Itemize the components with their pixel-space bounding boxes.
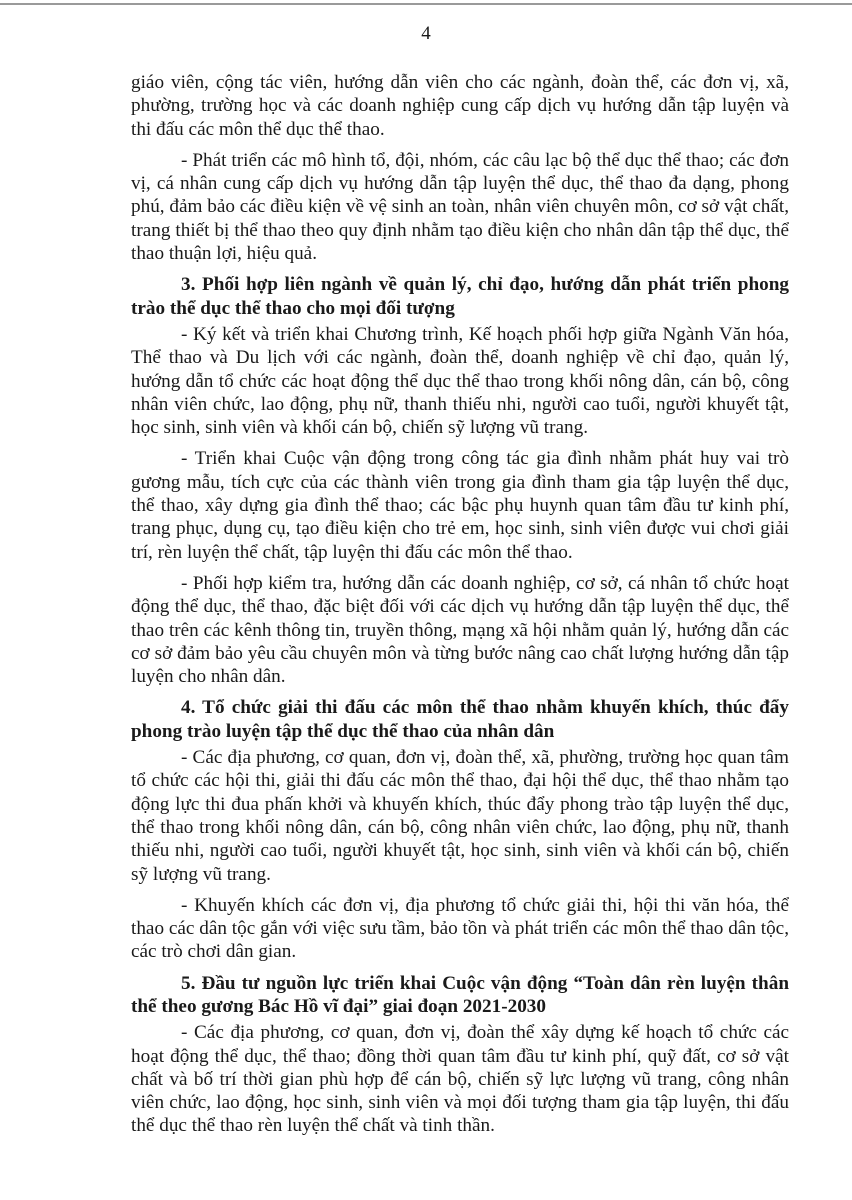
document-body [131, 71, 789, 1146]
paragraph: - Phát triển các mô hình tổ, đội, nhóm, các câu lạc bộ thể dục thể thao; các đơn vị, cá nhân cung cấp dịch vụ hướng dẫn tập luyện thể dục, thể thao đa dạng, phong phú, đảm bảo các điều kiện về vệ sinh an toàn, nhân viên chuyên môn, cơ sở vật chất, trang thiết bị thể thao theo quy định nhằm tạo điều kiện cho nhân dân tập thể dục, thể thao thuận lợi, hiệu quả. [131, 149, 789, 265]
paragraph: - Các địa phương, cơ quan, đơn vị, đoàn thể, xã, phường, trường học quan tâm tổ chức các hội thi, giải thi đấu các môn thể thao, đại hội thể dục, thể thao nhằm tạo động lực thi đua phấn khởi và khuyến khích, thúc đẩy phong trào tập luyện thể dục, thể thao trong khối nông dân, cán bộ, công nhân viên chức, lao động, phụ nữ, thanh thiếu nhi, người cao tuổi, người khuyết tật, học sinh, sinh viên và khối cán bộ, chiến sỹ lượng vũ trang. [131, 747, 789, 885]
paragraph: - Ký kết và triển khai Chương trình, Kế hoạch phối hợp giữa Ngành Văn hóa, Thể thao và Du lịch với các ngành, đoàn thể, doanh nghiệp về chỉ đạo, quản lý, hướng dẫn tổ chức các hoạt động thể dục thể thao trong khối nông dân, cán bộ, công nhân viên chức, lao động, phụ nữ, thanh thiếu nhi, người cao tuổi, người khuyết tật, học sinh, sinh viên và khối cán bộ, chiến sỹ lượng vũ trang. [131, 323, 789, 439]
paragraph: - Phối hợp kiểm tra, hướng dẫn các doanh nghiệp, cơ sở, cá nhân tổ chức hoạt động thể dục, thể thao, đặc biệt đối với các dịch vụ hướng dẫn tập luyện thể dục, thể thao trên các kênh thông tin, truyền thông, mạng xã hội nhằm quản lý, hướng dẫn các cơ sở đảm bảo yêu cầu chuyên môn và từng bước nâng cao chất lượng hướng dẫn tập luyện cho nhân dân. [131, 572, 789, 688]
page-number: 4 [421, 23, 431, 44]
paragraph: giáo viên, cộng tác viên, hướng dẫn viên cho các ngành, đoàn thể, các đơn vị, xã, phường, trường học và các doanh nghiệp cung cấp dịch vụ hướng dẫn tập luyện và thi đấu các môn thể dục thể thao. [131, 72, 789, 140]
paragraph: - Các địa phương, cơ quan, đơn vị, đoàn thể xây dựng kế hoạch tổ chức các hoạt động thể dục, thể thao; đồng thời quan tâm đầu tư kinh phí, quỹ đất, cơ sở vật chất và bố trí thời gian phù hợp để cán bộ, chiến sỹ lực lượng vũ trang, công nhân viên chức, lao động, học sinh, sinh viên và mọi đối tượng tham gia tập luyện, thi đấu thể dục thể thao rèn luyện thể chất và tinh thần. [131, 1022, 789, 1137]
paragraph: - Khuyến khích các đơn vị, địa phương tổ chức giải thi, hội thi văn hóa, thể thao các dân tộc gắn với việc sưu tầm, bảo tồn và phát triển các môn thể thao dân tộc, các trò chơi dân gian. [131, 894, 789, 963]
section-heading: 4. Tổ chức giải thi đấu các môn thể thao nhằm khuyến khích, thúc đẩy phong trào luyện tập thể dục thể thao của nhân dân [131, 697, 789, 742]
top-scan-rule [0, 3, 852, 5]
section-heading: 3. Phối hợp liên ngành về quản lý, chỉ đạo, hướng dẫn phát triển phong trào thể dục thể thao cho mọi đối tượng [131, 274, 789, 319]
paragraph: - Triển khai Cuộc vận động trong công tác gia đình nhằm phát huy vai trò gương mẫu, tích cực của các thành viên trong gia đình tham gia tập luyện thể dục, thể thao, xây dựng gia đình thể thao; các bậc phụ huynh quan tâm đầu tư kinh phí, trang phục, dụng cụ, tạo điều kiện cho trẻ em, học sinh, sinh viên được vui chơi giải trí, rèn luyện thể chất, tập luyện thi đấu các môn thể thao. [131, 448, 789, 563]
section-heading: 5. Đầu tư nguồn lực triển khai Cuộc vận động “Toàn dân rèn luyện thân thể theo gương Bác Hồ vĩ đại” giai đoạn 2021-2030 [131, 972, 789, 1017]
